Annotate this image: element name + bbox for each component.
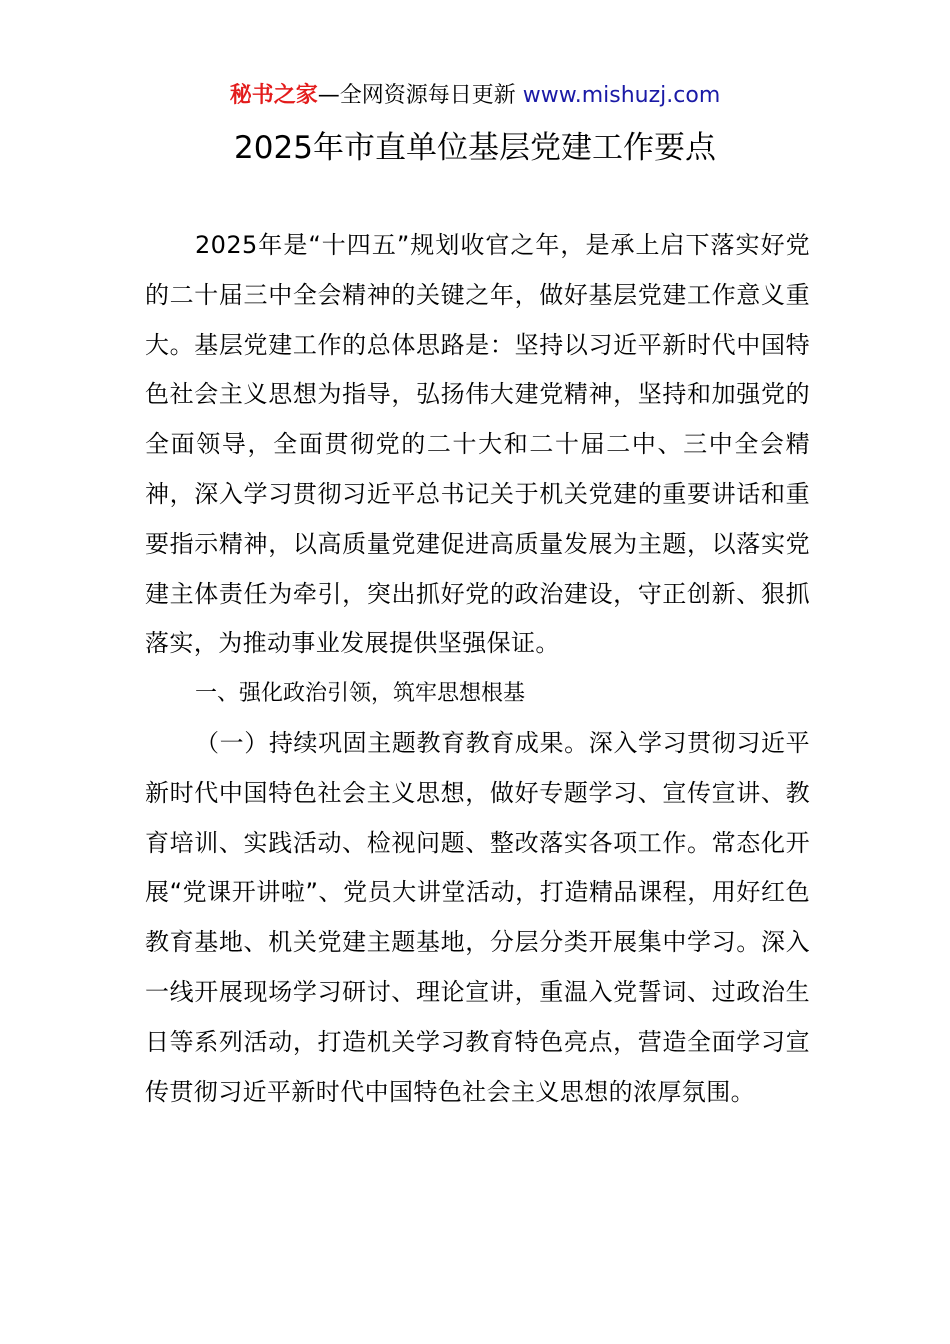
brand-name: 秘书之家 bbox=[229, 83, 318, 108]
intro-paragraph: 2025年是“十四五”规划收官之年，是承上启下落实好党的二十届三中全会精神的关键之年，做好基层党建工作意义重大。基层党建工作的总体思路是：坚持以习近平新时代中国特色社会主义思想为指导，弘扬伟大建党精神，坚持和加强党的全面领导，全面贯彻党的二十大和二十届二中、三中全会精神，深入学习贯彻习近平总书记关于机关党建的重要讲话和重要指示精神，以高质量党建促进高质量发展为主题，以落实党建主体责任为牵引，突出抓好党的政治建设，守正创新、狠抓落实，为推动事业发展提供坚强保证。 bbox=[145, 231, 810, 658]
site-url-link[interactable]: www.mishuzj.com bbox=[522, 83, 721, 108]
site-header bbox=[0, 80, 950, 112]
document-body bbox=[145, 221, 810, 1117]
header-slogan: —全网资源每日更新 bbox=[317, 83, 516, 108]
section-item-paragraph: （一）持续巩固主题教育教育成果。深入学习贯彻习近平新时代中国特色社会主义思想，做好专题学习、宣传宣讲、教育培训、实践活动、检视问题、整改落实各项工作。常态化开展“党课开讲啦”、党员大讲堂活动，打造精品课程，用好红色教育基地、机关党建主题基地，分层分类开展集中学习。深入一线开展现场学习研讨、理论宣讲，重温入党誓词、过政治生日等系列活动，打造机关学习教育特色亮点，营造全面学习宣传贯彻习近平新时代中国特色社会主义思想的浓厚氛围。 bbox=[145, 728, 810, 1106]
document-title: 2025年市直单位基层党建工作要点 bbox=[234, 130, 716, 166]
section-heading: 一、强化政治引领，筑牢思想根基 bbox=[195, 681, 526, 707]
